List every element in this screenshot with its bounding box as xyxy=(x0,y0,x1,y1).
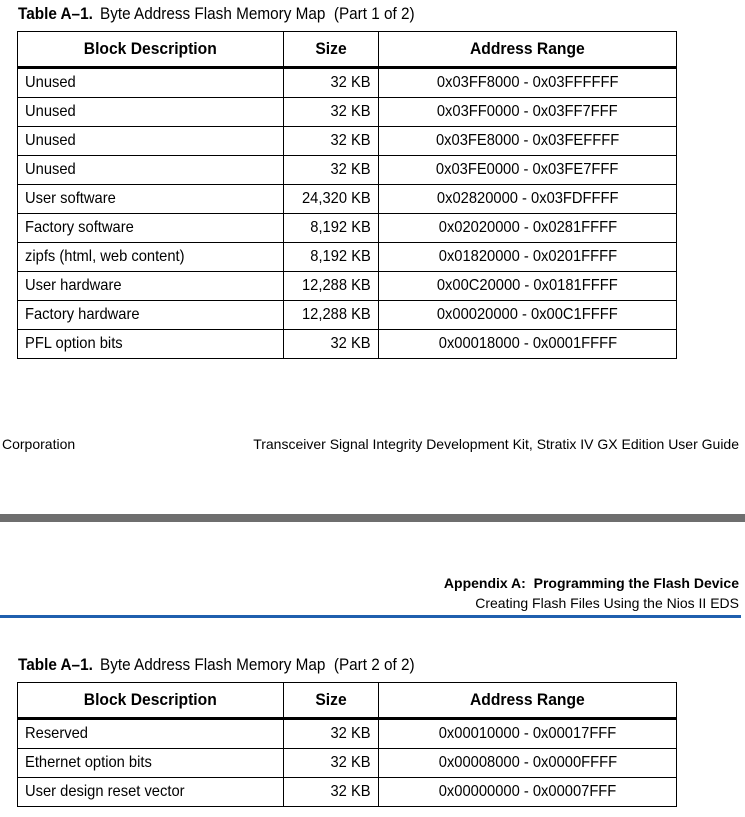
table-row xyxy=(18,719,677,749)
block-description-cell: User software xyxy=(18,185,284,214)
table-row xyxy=(18,68,677,98)
table2-caption xyxy=(18,655,415,675)
address-range-cell: 0x00000000 - 0x00007FFF xyxy=(379,778,677,807)
address-range-cell: 0x00008000 - 0x0000FFFF xyxy=(379,749,677,778)
table-header-row xyxy=(18,32,677,68)
address-range-cell: 0x00010000 - 0x00017FFF xyxy=(379,719,677,749)
header-rule xyxy=(0,615,741,618)
size-cell: 32 KB xyxy=(284,749,379,778)
table-row xyxy=(18,301,677,330)
table-row xyxy=(18,749,677,778)
header-address-range: Address Range xyxy=(379,32,677,68)
size-cell: 32 KB xyxy=(284,98,379,127)
flash-memory-map-table-part2 xyxy=(17,682,677,807)
table-row xyxy=(18,778,677,807)
address-range-cell: 0x03FE0000 - 0x03FE7FFF xyxy=(379,156,677,185)
table-row xyxy=(18,214,677,243)
address-range-cell: 0x00C20000 - 0x0181FFFF xyxy=(379,272,677,301)
address-range-cell: 0x02820000 - 0x03FDFFFF xyxy=(379,185,677,214)
header-block-description: Block Description xyxy=(18,32,284,68)
table2-caption-label: Table A–1. xyxy=(18,655,93,674)
header-size: Size xyxy=(284,683,379,719)
header-address-range: Address Range xyxy=(379,683,677,719)
block-description-cell: User design reset vector xyxy=(18,778,284,807)
footer-document-title: Transceiver Signal Integrity Development Kit, Stratix IV GX Edition User Guide xyxy=(253,436,739,452)
running-head-title: Appendix A: Programming the Flash Device xyxy=(443,575,739,591)
size-cell: 32 KB xyxy=(284,719,379,749)
size-cell: 32 KB xyxy=(284,156,379,185)
address-range-cell: 0x02020000 - 0x0281FFFF xyxy=(379,214,677,243)
footer-company: Corporation xyxy=(2,436,76,452)
block-description-cell: Unused xyxy=(18,156,284,185)
size-cell: 12,288 KB xyxy=(284,301,379,330)
size-cell: 8,192 KB xyxy=(284,214,379,243)
size-cell: 8,192 KB xyxy=(284,243,379,272)
table2-caption-title: Byte Address Flash Memory Map (Part 2 of 2) xyxy=(100,655,415,674)
table1-caption xyxy=(18,4,415,24)
table-row xyxy=(18,330,677,359)
block-description-cell: zipfs (html, web content) xyxy=(18,243,284,272)
block-description-cell: Factory software xyxy=(18,214,284,243)
size-cell: 12,288 KB xyxy=(284,272,379,301)
block-description-cell: Unused xyxy=(18,127,284,156)
table-row xyxy=(18,185,677,214)
size-cell: 32 KB xyxy=(284,330,379,359)
block-description-cell: Factory hardware xyxy=(18,301,284,330)
address-range-cell: 0x00018000 - 0x0001FFFF xyxy=(379,330,677,359)
table-row xyxy=(18,272,677,301)
block-description-cell: User hardware xyxy=(18,272,284,301)
size-cell: 32 KB xyxy=(284,68,379,98)
block-description-cell: Unused xyxy=(18,68,284,98)
table-row xyxy=(18,127,677,156)
address-range-cell: 0x03FE8000 - 0x03FEFFFF xyxy=(379,127,677,156)
running-head-subtitle: Creating Flash Files Using the Nios II EDS xyxy=(475,595,739,611)
header-size: Size xyxy=(284,32,379,68)
block-description-cell: Reserved xyxy=(18,719,284,749)
address-range-cell: 0x03FF8000 - 0x03FFFFFF xyxy=(379,68,677,98)
table-row xyxy=(18,156,677,185)
table-header-row xyxy=(18,683,677,719)
block-description-cell: Ethernet option bits xyxy=(18,749,284,778)
page-divider xyxy=(0,514,745,522)
address-range-cell: 0x00020000 - 0x00C1FFFF xyxy=(379,301,677,330)
table-row xyxy=(18,243,677,272)
table1-caption-title: Byte Address Flash Memory Map (Part 1 of 2) xyxy=(100,4,415,23)
flash-memory-map-table-part1 xyxy=(17,31,677,359)
header-block-description: Block Description xyxy=(18,683,284,719)
table-row xyxy=(18,98,677,127)
address-range-cell: 0x01820000 - 0x0201FFFF xyxy=(379,243,677,272)
table1-caption-label: Table A–1. xyxy=(18,4,93,23)
block-description-cell: Unused xyxy=(18,98,284,127)
address-range-cell: 0x03FF0000 - 0x03FF7FFF xyxy=(379,98,677,127)
size-cell: 24,320 KB xyxy=(284,185,379,214)
size-cell: 32 KB xyxy=(284,778,379,807)
size-cell: 32 KB xyxy=(284,127,379,156)
block-description-cell: PFL option bits xyxy=(18,330,284,359)
